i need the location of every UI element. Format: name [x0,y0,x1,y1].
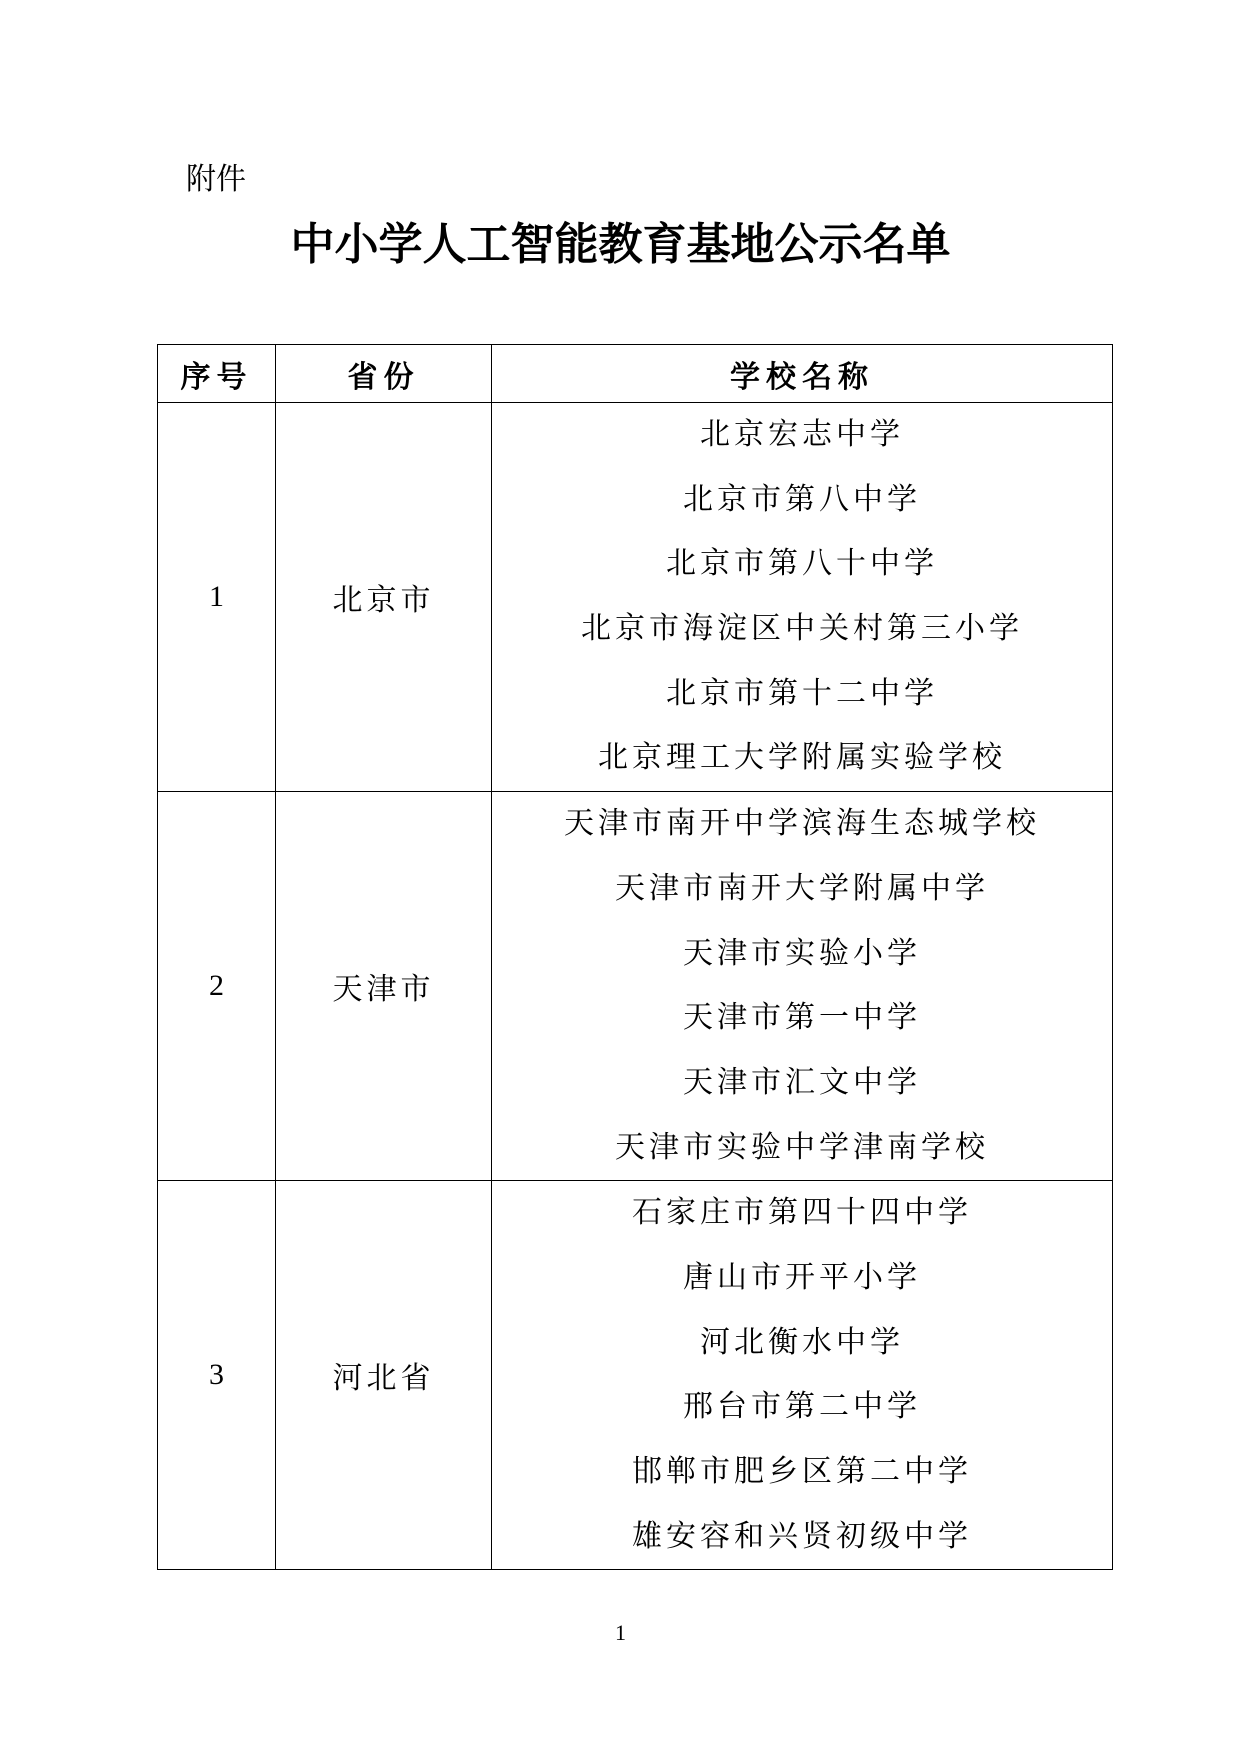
province-cell: 北京市 [276,403,492,792]
province-cell: 河北省 [276,1181,492,1570]
school-name: 邯郸市肥乡区第二中学 [632,1454,972,1489]
page-number: 1 [615,1620,626,1645]
table-row [158,403,1113,792]
schools-cell [492,1181,1113,1570]
school-name: 天津市南开中学滨海生态城学校 [564,806,1040,842]
school-name: 北京市第十二中学 [666,675,938,711]
school-name: 雄安容和兴贤初级中学 [632,1518,972,1554]
seq-cell: 2 [158,792,276,1181]
school-name: 北京市第八中学 [683,481,921,517]
school-name: 北京理工大学附属实验学校 [598,740,1006,776]
province-cell: 天津市 [276,792,492,1181]
school-name: 河北衡水中学 [700,1324,904,1360]
header-seq: 序号 [158,345,276,403]
schools-cell [492,792,1113,1181]
school-name: 石家庄市第四十四中学 [632,1195,972,1231]
seq-cell: 3 [158,1181,276,1570]
page-title: 中小学人工智能教育基地公示名单 [290,219,951,270]
table-header-row [158,345,1113,403]
school-name: 天津市南开大学附属中学 [615,870,989,906]
schools-cell [492,403,1113,792]
school-name: 北京宏志中学 [700,417,904,452]
school-name: 邢台市第二中学 [683,1389,921,1425]
header-school: 学校名称 [492,345,1113,403]
table-row [158,1181,1113,1570]
header-province: 省份 [276,345,492,403]
school-list-table [157,344,1113,1570]
school-name: 北京市海淀区中关村第三小学 [581,611,1023,647]
school-name: 天津市第一中学 [683,1000,921,1036]
school-name: 北京市第八十中学 [666,546,938,582]
school-name: 天津市实验小学 [683,935,921,971]
school-name: 天津市汇文中学 [683,1064,921,1100]
school-name: 天津市实验中学津南学校 [615,1129,989,1165]
table-row [158,792,1113,1181]
seq-cell: 1 [158,403,276,792]
school-name: 唐山市开平小学 [683,1259,921,1295]
attachment-label: 附件 [186,162,246,197]
